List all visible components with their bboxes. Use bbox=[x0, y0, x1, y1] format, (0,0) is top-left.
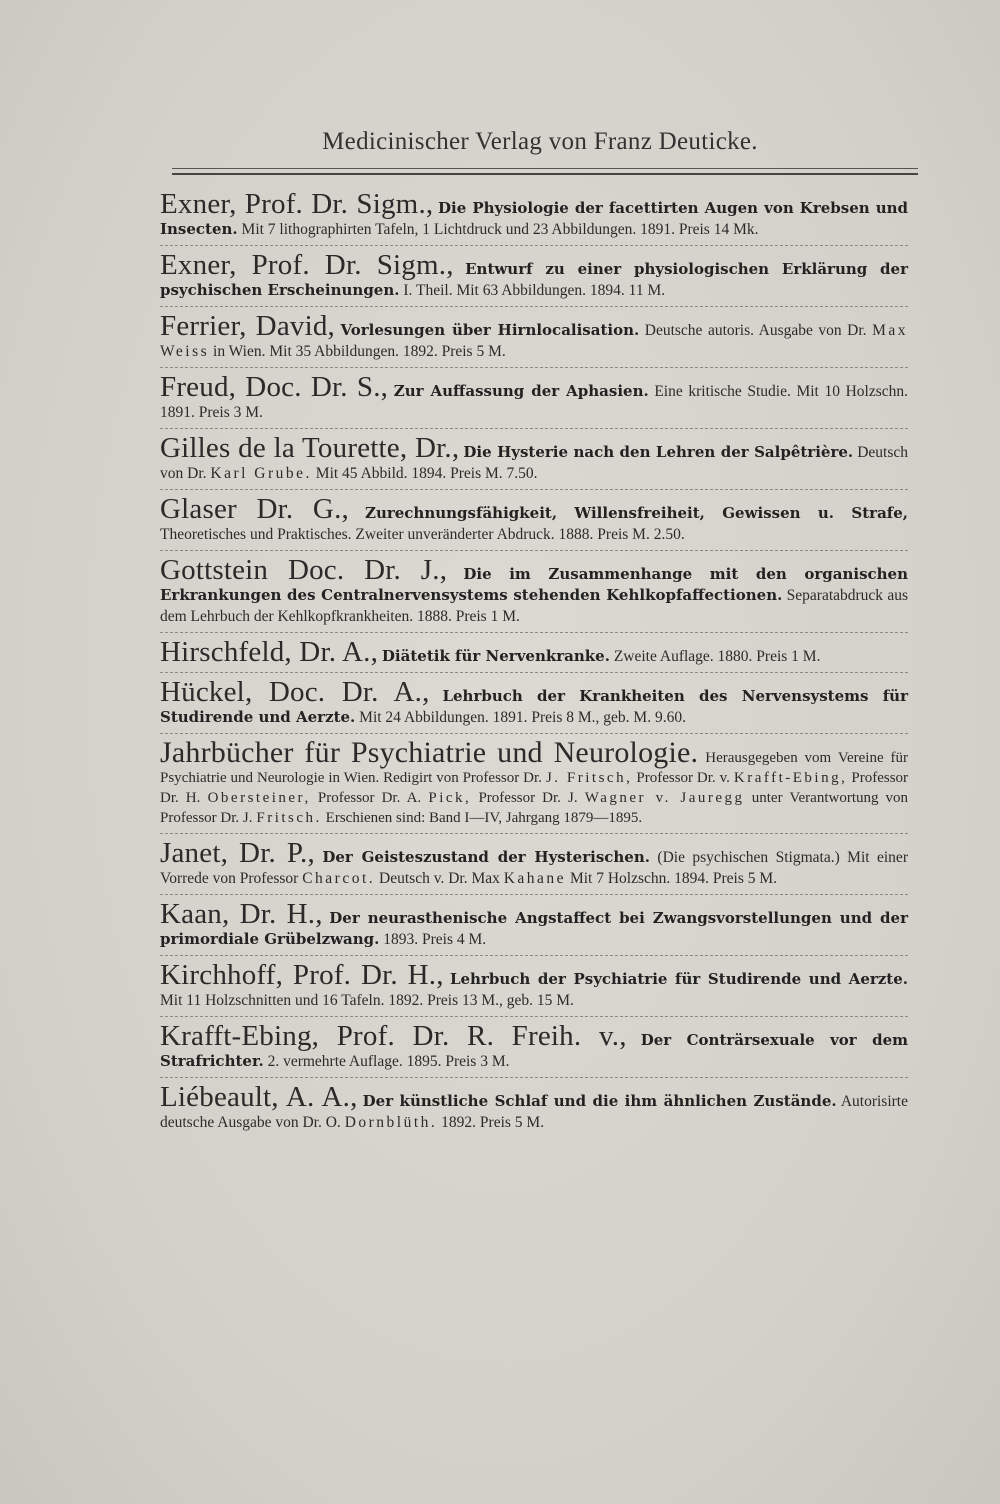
entry-author: Kirchhoff, Prof. Dr. H., bbox=[160, 959, 444, 991]
entry-details: Theoretisches und Praktisches. Zweiter unveränderter Abdruck. 1888. Preis M. 2.50. bbox=[160, 526, 685, 543]
entry-details: 1892. Preis 5 M. bbox=[441, 1114, 545, 1131]
catalog-entry-ferrier bbox=[160, 310, 908, 368]
entry-details: Erschienen sind: Band I—IV, Jahrgang 1879—1895. bbox=[325, 810, 643, 826]
entry-details: Autorisirte deutsche Ausgabe von Dr. O. bbox=[160, 1093, 908, 1131]
entry-details: Professor Dr. A. bbox=[317, 790, 422, 806]
entry-details: Mit 11 Holzschnitten und 16 Tafeln. 1892. Preis 13 M., geb. 15 M. bbox=[160, 992, 574, 1009]
catalog-entry-liebeault bbox=[160, 1081, 908, 1138]
entry-author: Exner, Prof. Dr. Sigm., bbox=[160, 188, 434, 220]
entry-author: Hückel, Doc. Dr. A., bbox=[160, 676, 430, 708]
header-rule bbox=[172, 168, 918, 169]
entry-title: Der neurasthenische Angstaffect bei Zwangsvorstellungen und der primordiale Grübelzwang. bbox=[160, 909, 908, 948]
entry-details: 1893. Preis 4 M. bbox=[383, 931, 487, 948]
entry-details: Mit 7 Holzschn. 1894. Preis 5 M. bbox=[569, 870, 778, 887]
entry-person-name: Obersteiner, bbox=[207, 790, 311, 806]
catalog-entry-exner-1 bbox=[160, 188, 908, 246]
entry-author: Glaser Dr. G., bbox=[160, 493, 349, 525]
entry-title: Lehrbuch der Psychiatrie für Studirende und Aerzte. bbox=[449, 970, 908, 988]
catalog-entry-freud bbox=[160, 371, 909, 429]
entry-author: Gottstein Doc. Dr. J., bbox=[160, 554, 448, 586]
entry-author: Krafft-Ebing, Prof. Dr. R. Freih. v., bbox=[160, 1020, 627, 1052]
entry-person-name: Charcot. bbox=[302, 870, 376, 887]
catalog-entry-gottstein bbox=[160, 554, 909, 633]
entry-person-name: J. Fritsch, bbox=[545, 770, 633, 786]
entry-details: Deutsche autoris. Ausgabe von Dr. bbox=[644, 322, 867, 339]
catalog-entry-jahrbuecher bbox=[160, 736, 909, 834]
entry-title: Die Physiologie der facettirten Augen von Krebsen und Insecten. bbox=[160, 199, 908, 238]
entry-author: Gilles de la Tourette, Dr., bbox=[160, 432, 460, 464]
page-header: Medicinischer Verlag von Franz Deuticke. bbox=[322, 128, 758, 155]
entry-person-name: Dornblüth. bbox=[344, 1114, 438, 1131]
entry-author: Kaan, Dr. H., bbox=[160, 898, 323, 930]
entry-details: Eine kritische Studie. Mit 10 Holzschn. 1891. Preis 3 M. bbox=[160, 383, 909, 421]
entry-person-name: Krafft-Ebing, bbox=[733, 770, 848, 786]
catalog-entry-exner-2 bbox=[160, 249, 908, 307]
entry-details: Zweite Auflage. 1880. Preis 1 M. bbox=[613, 648, 821, 665]
entry-person-name: Karl Grube. bbox=[210, 465, 312, 482]
entry-title: Entwurf zu einer physiologischen Erklärung der psychischen Erscheinungen. bbox=[160, 260, 908, 299]
entry-author: Jahrbücher für Psychiatrie und Neurologie. bbox=[160, 736, 699, 769]
entry-author: Exner, Prof. Dr. Sigm., bbox=[160, 249, 454, 281]
entry-details: Mit 24 Abbildungen. 1891. Preis 8 M., geb. M. 9.60. bbox=[359, 709, 686, 726]
entry-title: Die im Zusammenhange mit den organischen Erkrankungen des Centralnervensystems stehenden Kehlkopfaffectionen. bbox=[160, 565, 908, 604]
entry-title: Vorlesungen über Hirnlocalisation. bbox=[340, 321, 640, 339]
entry-details: Mit 7 lithographirten Tafeln, 1 Lichtdruck und 23 Abbildungen. 1891. Preis 14 Mk. bbox=[241, 221, 759, 238]
entry-title: Lehrbuch der Krankheiten des Nervensystems für Studirende und Aerzte. bbox=[160, 687, 908, 726]
entry-author: Hirschfeld, Dr. A., bbox=[160, 636, 379, 668]
catalog-entry-gilles-de-la-tourette bbox=[160, 432, 909, 490]
entry-author: Ferrier, David, bbox=[160, 310, 335, 342]
entry-title: Der Conträrsexuale vor dem Strafrichter. bbox=[160, 1031, 909, 1070]
entry-author: Freud, Doc. Dr. S., bbox=[160, 371, 389, 403]
entry-title: Zurechnungsfähigkeit, Willensfreiheit, Gewissen u. Strafe, bbox=[365, 504, 909, 522]
entry-title: Der künstliche Schlaf und die ihm ähnlichen Zustände. bbox=[362, 1092, 837, 1110]
catalog-entry-janet bbox=[160, 837, 908, 895]
catalog-entry-glaser bbox=[160, 493, 909, 551]
entry-details: Separatabdruck aus dem Lehrbuch der Kehlkopfkrankheiten. 1888. Preis 1 M. bbox=[160, 587, 909, 625]
entry-author: Liébeault, A. A., bbox=[160, 1081, 358, 1113]
entry-title: Die Hysterie nach den Lehren der Salpêtrière. bbox=[463, 443, 854, 461]
entry-details: (Die psychischen Stigmata.) Mit einer Vorrede von Professor bbox=[160, 849, 908, 887]
entry-person-name: Max Weiss bbox=[160, 322, 908, 360]
entry-details: Deutsch von Dr. bbox=[160, 444, 909, 482]
catalog-entry-hueckel bbox=[160, 676, 908, 734]
entry-person-name: Kahane bbox=[503, 870, 567, 887]
entry-person-name: Pick, bbox=[428, 790, 472, 806]
header-rule-double bbox=[172, 173, 918, 175]
entry-person-name: Wagner v. Jauregg bbox=[584, 790, 745, 806]
entry-details: Herausgegeben vom Vereine für Psychiatrie und Neurologie in Wien. Redigirt von Professor Dr. bbox=[160, 750, 908, 786]
entry-details: Mit 45 Abbild. 1894. Preis M. 7.50. bbox=[315, 465, 538, 482]
catalog-entries bbox=[160, 188, 909, 1145]
entry-person-name: Fritsch. bbox=[256, 810, 322, 826]
catalog-entry-kirchhoff bbox=[160, 959, 908, 1017]
entry-details: Professor Dr. J. bbox=[478, 790, 578, 806]
entry-details: Deutsch v. Dr. Max bbox=[379, 870, 500, 887]
entry-details: unter Verantwortung von Professor Dr. J. bbox=[160, 790, 909, 826]
entry-title: Der Geisteszustand der Hysterischen. bbox=[322, 848, 650, 866]
catalog-entry-krafft-ebing bbox=[160, 1020, 909, 1078]
entry-details: Professor Dr. v. bbox=[636, 770, 730, 786]
entry-details: I. Theil. Mit 63 Abbildungen. 1894. 11 M. bbox=[403, 282, 666, 299]
entry-details: 2. vermehrte Auflage. 1895. Preis 3 M. bbox=[267, 1053, 510, 1070]
entry-details: Professor Dr. H. bbox=[160, 770, 909, 806]
entry-details: in Wien. Mit 35 Abbildungen. 1892. Preis 5 M. bbox=[213, 343, 506, 360]
catalog-entry-hirschfeld bbox=[160, 636, 908, 673]
catalog-entry-kaan bbox=[160, 898, 908, 956]
entry-title: Diätetik für Nervenkranke. bbox=[381, 647, 610, 665]
entry-title: Zur Auffassung der Aphasien. bbox=[393, 382, 649, 400]
entry-author: Janet, Dr. P., bbox=[160, 837, 315, 869]
